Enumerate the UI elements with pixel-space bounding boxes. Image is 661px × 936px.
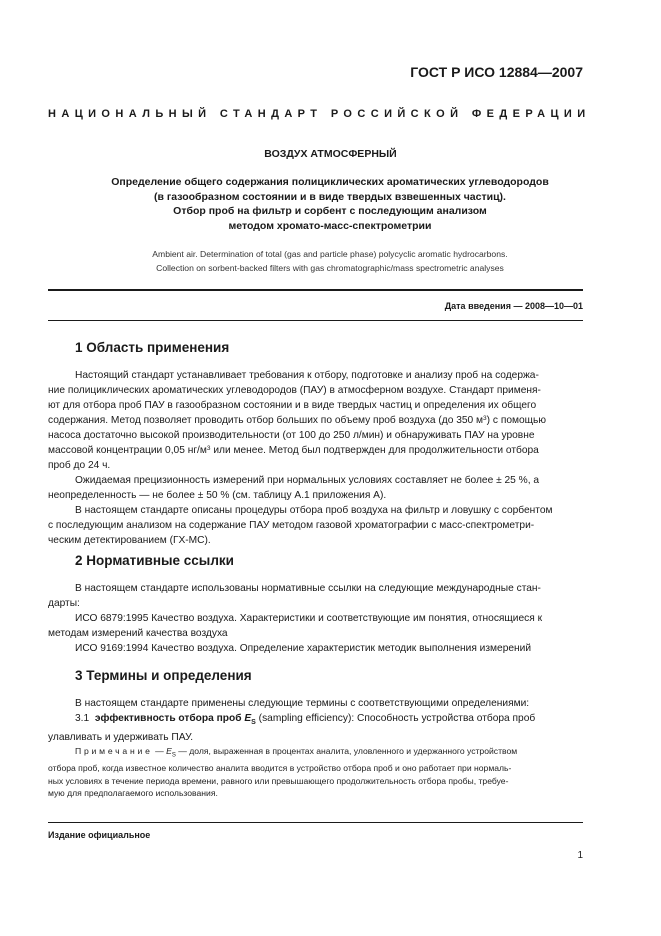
paragraph-line: насоса достаточно высокой производительности (от 100 до 250 л/мин) и обнаруживать ПАУ на уровне — [48, 430, 535, 441]
paragraph-line — [48, 443, 583, 458]
section-scope-body — [48, 368, 583, 548]
reference-line: методам измерений качества воздуха — [48, 628, 228, 639]
section-heading-scope: 1 Область применения — [75, 340, 230, 355]
paragraph-line: ние полициклических ароматических углеводородов (ПАУ) в атмосферном воздухе. Стандарт применя- — [48, 385, 541, 396]
english-title — [40, 247, 620, 275]
paragraph-line: В настоящем стандарте описаны процедуры отбора проб воздуха на фильтр и ловушку с сорбентом — [75, 505, 553, 516]
divider-rule — [48, 320, 583, 321]
paragraph-line: В настоящем стандарте применены следующие термины с соответствующими определениями: — [75, 698, 530, 709]
section-heading-terms: 3 Термины и определения — [75, 668, 252, 683]
line-text: ) с помощью — [486, 415, 547, 426]
document-subtitle — [60, 175, 600, 233]
subtitle-line: методом хромато-масс-спектрометрии — [228, 219, 432, 232]
note-symbol: E — [166, 746, 172, 756]
paragraph-line: Ожидаемая прецизионность измерений при нормальных условиях составляет не более ± 25 %, а — [75, 475, 540, 486]
section-terms-body — [48, 696, 583, 745]
english-title-line: Collection on sorbent-backed filters with gas chromatographic/mass spectrometric analyses — [156, 263, 504, 273]
intro-date: Дата введения — 2008—10—01 — [444, 301, 583, 311]
paragraph-line: Настоящий стандарт устанавливает требования к отбору, подготовке и анализу проб на содержа- — [75, 370, 539, 381]
term-definition-line: улавливать и удерживать ПАУ. — [48, 732, 194, 744]
standard-code: ГОСТ Р ИСО 12884—2007 — [410, 64, 583, 80]
line-text: или менее. Метод был подтвержден для продолжительности отбора — [210, 445, 539, 456]
reference-line: ИСО 9169:1994 Качество воздуха. Определение характеристик методик выполнения измерений — [75, 643, 532, 654]
note-block — [48, 745, 583, 800]
term-definition: (sampling efficiency): Способность устройства отбора проб — [255, 713, 536, 724]
note-text: — доля, выраженная в процентах аналита, уловленного и удержанного устройством — [175, 746, 518, 756]
section-references-body — [48, 581, 583, 656]
note-dash: — — [152, 746, 167, 756]
reference-line: ИСО 6879:1995 Качество воздуха. Характеристики и соответствующие им понятия, относящиеся к — [75, 613, 543, 624]
section-heading-normative-references: 2 Нормативные ссылки — [75, 553, 234, 568]
note-line: мую для предполагаемого использования. — [48, 788, 218, 799]
superscript: 3 — [483, 415, 487, 422]
paragraph-line: ют для отбора проб ПАУ в газообразном состоянии и в виде твердых частиц и определения их общего — [48, 400, 537, 411]
note-label: Примечание — [75, 746, 153, 756]
page-number: 1 — [577, 850, 583, 861]
note-line — [48, 745, 583, 762]
official-edition-label: Издание официальное — [48, 830, 151, 840]
line-text: массовой концентрации 0,05 нг/м — [48, 445, 207, 456]
note-line: отбора проб, когда известное количество аналита вводится в устройство отбора проб и оно работает при нормаль- — [48, 763, 512, 774]
note-subscript: S — [171, 752, 176, 759]
term-number: 3.1 — [75, 713, 90, 724]
term-subscript: S — [251, 719, 256, 727]
paragraph-line: с последующим анализом на содержание ПАУ методом газовой хроматографии с масс-спектрометри- — [48, 520, 535, 531]
footer-rule — [48, 822, 583, 823]
subtitle-line: Отбор проб на фильтр и сорбент с последующим анализом — [173, 205, 487, 217]
line-text: содержания. Метод позволяет проводить отбор больших по объему проб воздуха (до 350 м — [48, 415, 484, 426]
term-name: эффективность отбора проб — [94, 713, 242, 724]
paragraph-line — [48, 413, 583, 428]
subtitle-line: Определение общего содержания полициклических ароматических углеводородов — [111, 176, 549, 188]
subtitle-line: (в газообразном состоянии и в виде твердых взвешенных частиц). — [154, 190, 506, 203]
note-line: ных условиях в течение периода времени, равного или превышающего продолжительность отбора пробы, требуе- — [48, 775, 509, 786]
paragraph-line: дарты: — [48, 598, 80, 609]
term-symbol: E — [244, 713, 252, 724]
national-standard-banner: НАЦИОНАЛЬНЫЙ СТАНДАРТ РОССИЙСКОЙ ФЕДЕРАЦИИ — [48, 108, 591, 120]
paragraph-line: ческим детектированием (ГХ-МС). — [48, 535, 211, 546]
paragraph-line: неопределенность — не более ± 50 % (см. таблицу А.1 приложения А). — [48, 490, 387, 501]
term-definition-line — [48, 711, 583, 730]
paragraph-line: проб до 24 ч. — [48, 460, 111, 471]
superscript: 3 — [206, 445, 211, 452]
english-title-line: Ambient air. Determination of total (gas and particle phase) polycyclic aromatic hydrocarbons. — [152, 249, 508, 259]
document-title: ВОЗДУХ АТМОСФЕРНЫЙ — [264, 148, 397, 160]
divider-rule — [48, 289, 583, 291]
paragraph-line: В настоящем стандарте использованы нормативные ссылки на следующие международные стан- — [75, 583, 541, 594]
